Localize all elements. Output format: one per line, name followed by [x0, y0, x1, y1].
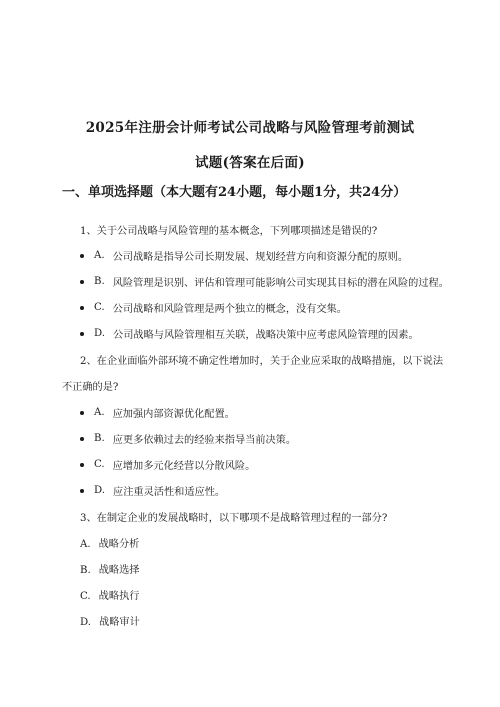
option-letter: C.: [94, 459, 105, 470]
option-text: 战略选择: [98, 565, 140, 576]
option-text: 战略执行: [98, 591, 140, 602]
option-letter: C.: [80, 591, 91, 602]
option-letter: D.: [94, 485, 106, 496]
option-text: 公司战略是指导公司长期发展、规划经营方向和资源分配的原则。: [112, 252, 409, 263]
option-letter: D.: [80, 617, 92, 628]
bullet-icon: [80, 437, 84, 441]
option-text: 战略审计: [99, 617, 140, 628]
option-text: 应加强内部资源优化配置。: [112, 409, 235, 420]
option-letter: D.: [94, 328, 106, 339]
bullet-icon: [80, 306, 84, 310]
question-2-text-line-2: 不正确的是?: [62, 382, 119, 393]
option-text: 应增加多元化经营以分散风险。: [112, 461, 256, 472]
section-heading: 一、单项选择题（本大题有24小题，每小题1分，共24分）: [62, 185, 407, 200]
option-text: 风险管理是识别、评估和管理可能影响公司实现其目标的潜在风险的过程。: [112, 278, 449, 289]
question-3-option-d: [80, 613, 140, 628]
question-3-text: 3、在制定企业的发展战略时，以下哪项不是战略管理过程的一部分?: [80, 513, 388, 524]
bullet-icon: [80, 254, 84, 258]
option-letter: B.: [80, 565, 91, 576]
option-text: 应注重灵活性和适应性。: [113, 487, 226, 498]
bullet-icon: [80, 489, 84, 493]
option-text: 公司战略与风险管理相互关联，战略决策中应考虑风险管理的因素。: [113, 330, 419, 341]
question-1-option-b: [80, 274, 449, 289]
bullet-icon: [80, 463, 84, 467]
document-title-line-2: 试题(答案在后面): [195, 155, 305, 171]
option-text: 公司战略和风险管理是两个独立的概念，没有交集。: [112, 304, 347, 315]
question-1-option-c: [80, 300, 347, 315]
question-2-option-b: [80, 431, 296, 446]
question-1-text: 1、关于公司战略与风险管理的基本概念，下列哪项描述是错误的?: [80, 226, 378, 237]
option-letter: A.: [94, 407, 105, 418]
option-text: 战略分析: [98, 539, 140, 550]
option-letter: B.: [94, 276, 105, 287]
question-3-option-b: [80, 561, 139, 576]
question-1-option-a: [80, 248, 408, 263]
question-1-option-d: [80, 326, 419, 341]
bullet-icon: [80, 411, 84, 415]
option-text: 应更多依赖过去的经验来指导当前决策。: [112, 435, 297, 446]
question-3-option-c: [80, 587, 139, 602]
document-title-line-1: 2025年注册会计师考试公司战略与风险管理考前测试: [85, 120, 415, 136]
bullet-icon: [80, 332, 84, 336]
question-2-text-line-1: 2、在企业面临外部环境不确定性增加时，关于企业应采取的战略措施，以下说法: [80, 356, 444, 367]
question-2-option-c: [80, 457, 255, 472]
question-2-option-d: [80, 483, 225, 498]
bullet-icon: [80, 280, 84, 284]
question-3-option-a: [80, 535, 139, 550]
option-letter: A.: [94, 250, 105, 261]
question-2-option-a: [80, 405, 235, 420]
option-letter: C.: [94, 302, 105, 313]
option-letter: A.: [80, 539, 91, 550]
option-letter: B.: [94, 433, 105, 444]
